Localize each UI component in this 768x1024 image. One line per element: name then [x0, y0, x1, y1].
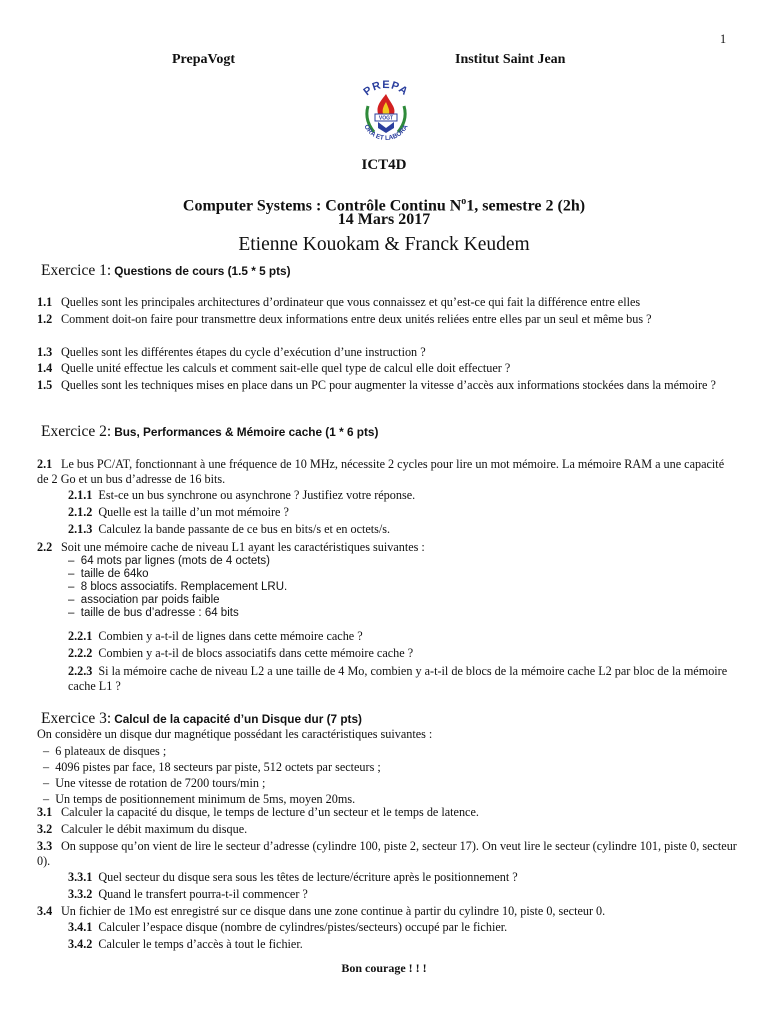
- question-2-2: 2.2 Soit une mémoire cache de niveau L1 ayant les caractéristiques suivantes :: [37, 540, 425, 554]
- question-3-4-1: 3.4.1 Calculer l’espace disque (nombre de cylindres/pistes/secteurs) occupé par le fichier.: [68, 920, 508, 934]
- question-1-3: 1.3 Quelles sont les différentes étapes du cycle d’exécution d’une instruction ?: [37, 345, 426, 359]
- question-2-1-1: 2.1.1 Est-ce un bus synchrone ou asynchrone ? Justifiez votre réponse.: [68, 488, 416, 502]
- page-number: 1: [720, 32, 727, 46]
- exam-title-sup: o: [461, 196, 467, 207]
- list-item: – 8 blocs associatifs. Remplacement LRU.: [68, 581, 288, 593]
- header-school-left: PrepaVogt: [172, 52, 235, 67]
- exercise-1-label: Exercice 1:: [41, 262, 112, 279]
- logo-band-text: VOGT: [378, 115, 394, 122]
- cache-characteristics-list: [68, 555, 287, 620]
- list-item: – Une vitesse de rotation de 7200 tours/min ;: [43, 776, 266, 790]
- list-item: – Un temps de positionnement minimum de 5ms, moyen 20ms.: [43, 792, 356, 806]
- exercise-3-label: Exercice 3:: [41, 710, 112, 727]
- question-2-1-2: 2.1.2 Quelle est la taille d’un mot mémoire ?: [68, 505, 289, 519]
- exercise-2-label: Exercice 2:: [41, 423, 112, 440]
- question-2-2-2: 2.2.2 Combien y a-t-il de blocs associatifs dans cette mémoire cache ?: [68, 646, 414, 660]
- list-item: – 4096 pistes par face, 18 secteurs par piste, 512 octets par secteurs ;: [43, 760, 381, 774]
- exercise-3-title: Calcul de la capacité d’un Disque dur (7 pts): [114, 712, 362, 726]
- question-1-5: 1.5 Quelles sont les techniques mises en place dans un PC pour augmenter la vitesse d’accès aux informations stockées dans la mémoire ?: [37, 378, 716, 392]
- disk-characteristics-list: [43, 743, 381, 807]
- question-2-2-3: 2.2.3 Si la mémoire cache de niveau L2 a une taille de 4 Mo, combien y a-t-il de blocs de la mémoire cache L2 par bloc de la mémoire cache L1 ?: [68, 664, 728, 693]
- question-2-2-1: 2.2.1 Combien y a-t-il de lignes dans cette mémoire cache ?: [68, 629, 363, 643]
- question-3-3-1: 3.3.1 Quel secteur du disque sera sous les têtes de lecture/écriture après le positionnement ?: [68, 870, 518, 884]
- exercise-3-intro: On considère un disque dur magnétique possédant les caractéristiques suivantes :: [37, 727, 433, 741]
- course-code: ICT4D: [361, 157, 407, 173]
- question-3-4-2: 3.4.2 Calculer le temps d’accès à tout le fichier.: [68, 937, 303, 951]
- list-item: – association par poids faible: [68, 594, 220, 606]
- list-item: – taille de 64ko: [68, 568, 149, 580]
- question-3-3-2: 3.3.2 Quand le transfert pourra-t-il commencer ?: [68, 887, 308, 901]
- header-school-right: Institut Saint Jean: [455, 52, 566, 67]
- authors: Etienne Kouokam & Franck Keudem: [238, 234, 530, 255]
- list-item: – taille de bus d’adresse : 64 bits: [68, 607, 239, 619]
- question-3-3: 3.3 On suppose qu’on vient de lire le secteur d’adresse (cylindre 100, piste 2, secteur 17). On veut lire le secteur (cylindre 101, piste 0, secteur 0).: [37, 839, 737, 868]
- question-3-2: 3.2 Calculer le débit maximum du disque.: [37, 822, 248, 836]
- question-1-2: 1.2 Comment doit-on faire pour transmettre deux informations entre deux unités reliées entre elles par un seul et même bus ?: [37, 312, 652, 326]
- logo-top-text: PREPA: [361, 78, 411, 99]
- question-2-1: 2.1 Le bus PC/AT, fonctionnant à une fréquence de 10 MHz, nécessite 2 cycles pour lire un mot mémoire. La mémoire RAM a une capacité de 2 Go et un bus d’adresse de 16 bits.: [37, 457, 725, 486]
- exam-date: 14 Mars 2017: [337, 211, 431, 228]
- prepa-vogt-logo: [350, 76, 422, 148]
- exercise-3-heading: [41, 710, 362, 728]
- list-item: – 64 mots par lignes (mots de 4 octets): [68, 555, 270, 567]
- exercise-1-heading: [41, 262, 291, 280]
- exercise-1-title: Questions de cours (1.5 * 5 pts): [114, 264, 291, 278]
- exam-title-rest: 1, semestre 2 (2h): [466, 197, 586, 215]
- question-2-1-3: 2.1.3 Calculez la bande passante de ce bus en bits/s et en octets/s.: [68, 522, 391, 536]
- closing-message: Bon courage ! ! !: [341, 961, 427, 975]
- logo-motto: ORA ET LABORA: [362, 123, 410, 143]
- question-1-4: 1.4 Quelle unité effectue les calculs et comment sait-elle quel type de calcul elle doit effectuer ?: [37, 361, 511, 375]
- question-3-1: 3.1 Calculer la capacité du disque, le temps de lecture d’un secteur et le temps de latence.: [37, 805, 479, 819]
- question-3-4: 3.4 Un fichier de 1Mo est enregistré sur ce disque dans une zone continue à partir du cylindre 10, piste 0, secteur 0.: [37, 904, 606, 918]
- exercise-2-title: Bus, Performances & Mémoire cache (1 * 6 pts): [114, 425, 379, 439]
- exam-title-text: Computer Systems : Contrôle Continu N: [182, 197, 462, 215]
- question-1-1: 1.1 Quelles sont les principales architectures d’ordinateur que vous connaissez et qu’est-ce qui fait la différence entre elles: [37, 295, 641, 309]
- exercise-2-heading: [41, 423, 378, 441]
- list-item: – 6 plateaux de disques ;: [43, 744, 167, 758]
